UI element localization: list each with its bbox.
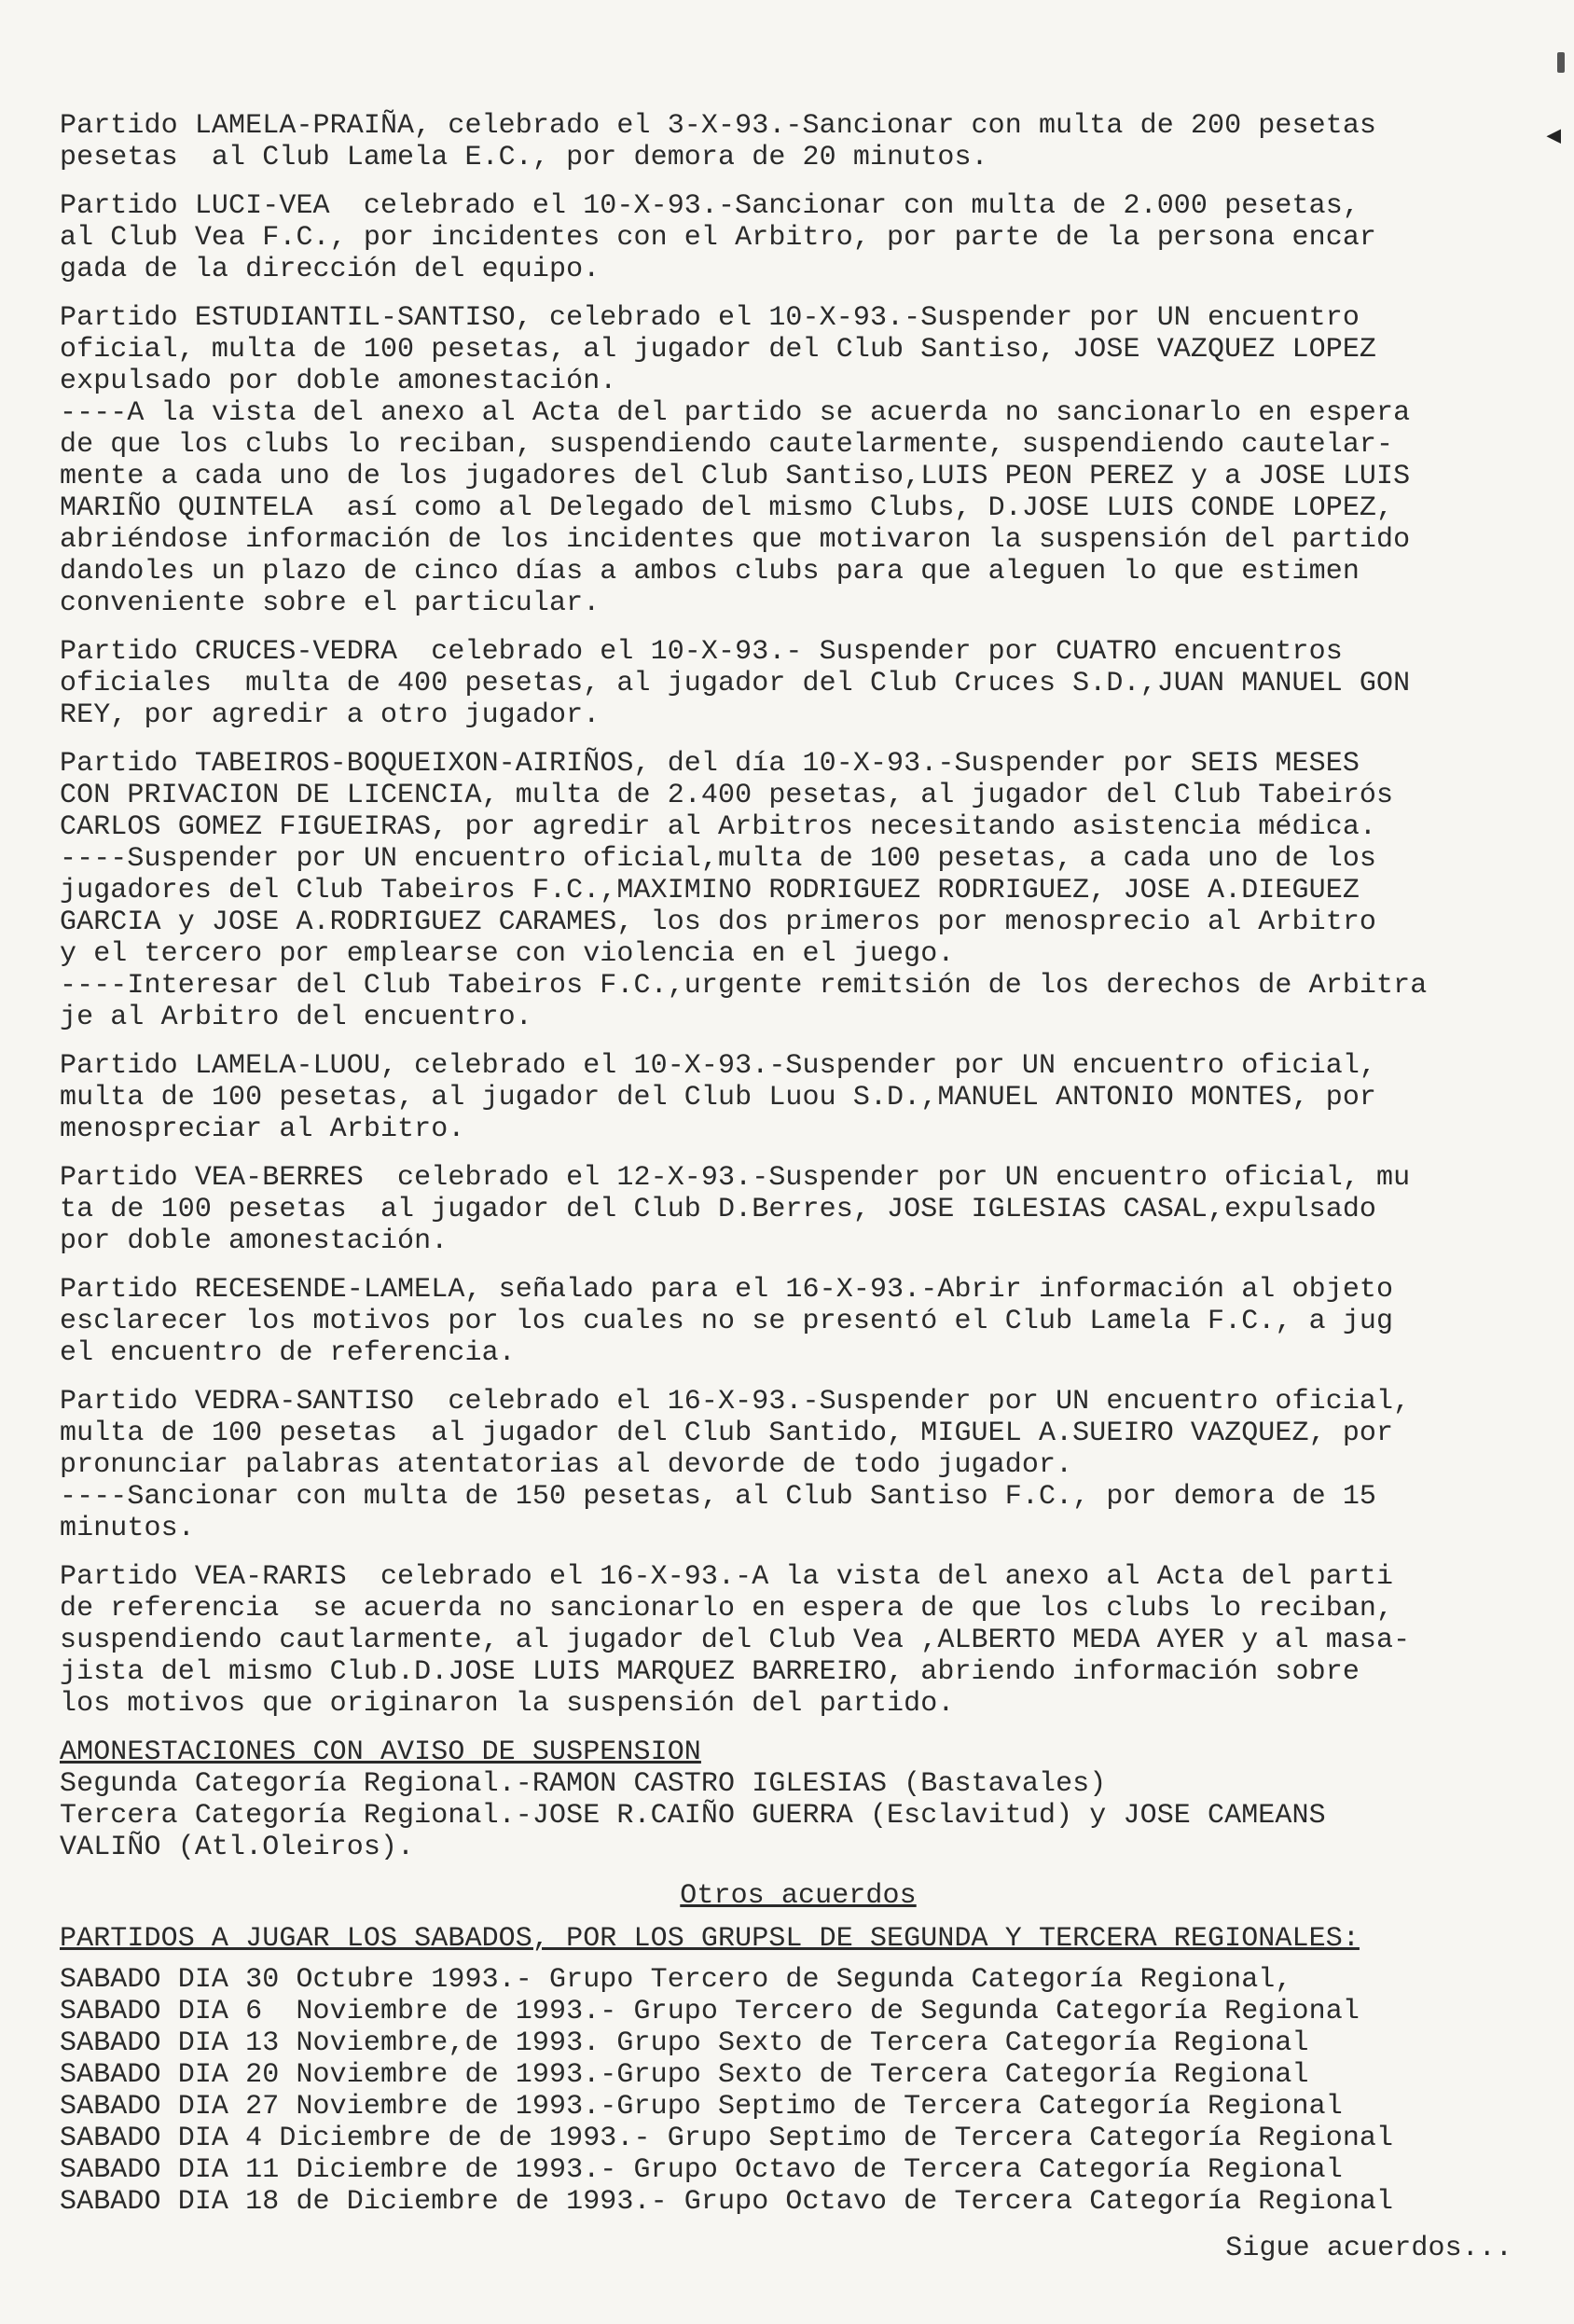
text-line: REY, por agredir a otro jugador. (60, 699, 601, 731)
text-line: expulsado por doble amonestación. (60, 366, 617, 397)
text-line: jista del mismo Club.D.JOSE LUIS MARQUEZ BARREIRO, abriendo información sobre (60, 1656, 1360, 1688)
amonestacion-line: Tercera Categoría Regional.-JOSE R.CAIÑO GUERRA (Esclavitud) y JOSE CAMEANS (60, 1800, 1326, 1832)
text-line: los motivos que originaron la suspensión del partido. (60, 1688, 955, 1720)
text-line: MARIÑO QUINTELA así como al Delegado del mismo Clubs, D.JOSE LUIS CONDE LOPEZ, (60, 492, 1394, 524)
schedule-item: SABADO DIA 6 Noviembre de 1993.- Grupo Tercero de Segunda Categoría Regional (60, 1996, 1360, 2027)
text-line: conveniente sobre el particular. (60, 588, 601, 619)
text-line: Partido RECESENDE-LAMELA, señalado para el 16-X-93.-Abrir información al objeto (60, 1274, 1394, 1306)
text-line: CARLOS GOMEZ FIGUEIRAS, por agredir al Arbitros necesitando asistencia médica. (60, 811, 1377, 843)
text-line: pesetas al Club Lamela E.C., por demora de 20 minutos. (60, 142, 988, 173)
schedule-item: SABADO DIA 11 Diciembre de 1993.- Grupo Octavo de Tercera Categoría Regional (60, 2154, 1343, 2186)
text-line: Partido CRUCES-VEDRA celebrado el 10-X-93.- Suspender por CUATRO encuentros (60, 636, 1343, 668)
text-line: al Club Vea F.C., por incidentes con el Arbitro, por parte de la persona encar (60, 222, 1377, 254)
text-line: por doble amonestación. (60, 1225, 449, 1257)
text-line: Partido TABEIROS-BOQUEIXON-AIRIÑOS, del día 10-X-93.-Suspender por SEIS MESES (60, 748, 1360, 780)
schedule-heading: PARTIDOS A JUGAR LOS SABADOS, POR LOS GRUPSL DE SEGUNDA Y TERCERA REGIONALES: (60, 1923, 1360, 1955)
text-line: je al Arbitro del encuentro. (60, 1002, 532, 1033)
text-line: Partido LAMELA-PRAIÑA, celebrado el 3-X-93.-Sancionar con multa de 200 pesetas (60, 110, 1377, 142)
otros-acuerdos-section (60, 1880, 1537, 2264)
amonestacion-line: VALIÑO (Atl.Oleiros). (60, 1832, 415, 1863)
text-line: oficiales multa de 400 pesetas, al jugador del Club Cruces S.D.,JUAN MANUEL GON (60, 668, 1411, 699)
text-line: esclarecer los motivos por los cuales no se presentó el Club Lamela F.C., a jug (60, 1306, 1394, 1337)
schedule-item: SABADO DIA 4 Diciembre de de 1993.- Grupo Septimo de Tercera Categoría Regional (60, 2123, 1394, 2154)
text-line: multa de 100 pesetas, al jugador del Club Luou S.D.,MANUEL ANTONIO MONTES, por (60, 1082, 1377, 1114)
text-line: Partido LAMELA-LUOU, celebrado el 10-X-93.-Suspender por UN encuentro oficial, (60, 1050, 1377, 1082)
text-line: de que los clubs lo reciban, suspendiendo cautelarmente, suspendiendo cautelar- (60, 429, 1394, 461)
sanction-paragraph (60, 1386, 1537, 1544)
text-line: GARCIA y JOSE A.RODRIGUEZ CARAMES, los dos primeros por menosprecio al Arbitro (60, 906, 1377, 938)
amonestaciones-heading: AMONESTACIONES CON AVISO DE SUSPENSION (60, 1736, 701, 1768)
sanction-paragraph (60, 190, 1537, 285)
text-line: ----Sancionar con multa de 150 pesetas, al Club Santiso F.C., por demora de 15 (60, 1481, 1377, 1513)
text-line: menospreciar al Arbitro. (60, 1114, 465, 1145)
sanction-paragraph (60, 748, 1537, 1033)
sanction-paragraph (60, 110, 1537, 173)
text-line: mente a cada uno de los jugadores del Club Santiso,LUIS PEON PEREZ y a JOSE LUIS (60, 461, 1411, 492)
text-line: de referencia se acuerda no sancionarlo en espera de que los clubs lo reciban, (60, 1593, 1394, 1625)
text-line: ta de 100 pesetas al jugador del Club D.Berres, JOSE IGLESIAS CASAL,expulsado (60, 1194, 1377, 1225)
sanction-paragraph (60, 302, 1537, 619)
text-line: oficial, multa de 100 pesetas, al jugador del Club Santiso, JOSE VAZQUEZ LOPEZ (60, 334, 1377, 366)
text-line: CON PRIVACION DE LICENCIA, multa de 2.400 pesetas, al jugador del Club Tabeirós (60, 780, 1394, 811)
schedule-item: SABADO DIA 18 de Diciembre de 1993.- Grupo Octavo de Tercera Categoría Regional (60, 2186, 1394, 2218)
amonestaciones-section (60, 1736, 1537, 1863)
text-line: minutos. (60, 1513, 195, 1544)
schedule-item: SABADO DIA 30 Octubre 1993.- Grupo Tercero de Segunda Categoría Regional, (60, 1964, 1292, 1996)
text-line: ----Interesar del Club Tabeiros F.C.,urgente remitsión de los derechos de Arbitra (60, 970, 1428, 1002)
text-line: dandoles un plazo de cinco días a ambos clubs para que aleguen lo que estimen (60, 556, 1360, 588)
text-line: jugadores del Club Tabeiros F.C.,MAXIMINO RODRIGUEZ RODRIGUEZ, JOSE A.DIEGUEZ (60, 875, 1360, 906)
text-line: gada de la dirección del equipo. (60, 254, 601, 285)
text-line: y el tercero por emplearse con violencia en el juego. (60, 938, 955, 970)
text-line: suspendiendo cautlarmente, al jugador del Club Vea ,ALBERTO MEDA AYER y al masa- (60, 1625, 1411, 1656)
schedule-item: SABADO DIA 27 Noviembre de 1993.-Grupo Septimo de Tercera Categoría Regional (60, 2091, 1343, 2123)
schedule-item: SABADO DIA 20 Noviembre de 1993.-Grupo Sexto de Tercera Categoría Regional (60, 2059, 1309, 2091)
text-line: Partido VEA-BERRES celebrado el 12-X-93.-Suspender por UN encuentro oficial, mu (60, 1162, 1411, 1194)
text-line: multa de 100 pesetas al jugador del Club Santido, MIGUEL A.SUEIRO VAZQUEZ, por (60, 1418, 1394, 1449)
margin-bullet-icon: ◀ (1546, 122, 1561, 150)
otros-acuerdos-heading: Otros acuerdos (680, 1880, 917, 1912)
text-line: ----Suspender por UN encuentro oficial,multa de 100 pesetas, a cada uno de los (60, 843, 1377, 875)
amonestacion-line: Segunda Categoría Regional.-RAMON CASTRO IGLESIAS (Bastavales) (60, 1768, 1107, 1800)
text-line: Partido VEDRA-SANTISO celebrado el 16-X-93.-Suspender por UN encuentro oficial, (60, 1386, 1411, 1418)
sanction-paragraph (60, 1162, 1537, 1257)
amonestaciones-lines (60, 1768, 1537, 1863)
staple-mark (1557, 52, 1565, 73)
sanction-paragraph (60, 636, 1537, 731)
sanction-paragraph (60, 1274, 1537, 1369)
sanction-paragraph (60, 1561, 1537, 1720)
schedule-list (60, 1964, 1537, 2218)
sanction-paragraph (60, 1050, 1537, 1145)
schedule-item: SABADO DIA 13 Noviembre,de 1993. Grupo Sexto de Tercera Categoría Regional (60, 2027, 1309, 2059)
text-line: Partido LUCI-VEA celebrado el 10-X-93.-Sancionar con multa de 2.000 pesetas, (60, 190, 1360, 222)
continues-footer: Sigue acuerdos... (1225, 2233, 1512, 2264)
text-line: ----A la vista del anexo al Acta del partido se acuerda no sancionarlo en espera (60, 397, 1411, 429)
text-line: abriéndose información de los incidentes que motivaron la suspensión del partido (60, 524, 1411, 556)
sanctions-list (60, 110, 1537, 1720)
text-line: Partido ESTUDIANTIL-SANTISO, celebrado el 10-X-93.-Suspender por UN encuentro (60, 302, 1360, 334)
text-line: el encuentro de referencia. (60, 1337, 516, 1369)
text-line: pronunciar palabras atentatorias al devorde de todo jugador. (60, 1449, 1073, 1481)
text-line: Partido VEA-RARIS celebrado el 16-X-93.-A la vista del anexo al Acta del parti (60, 1561, 1394, 1593)
